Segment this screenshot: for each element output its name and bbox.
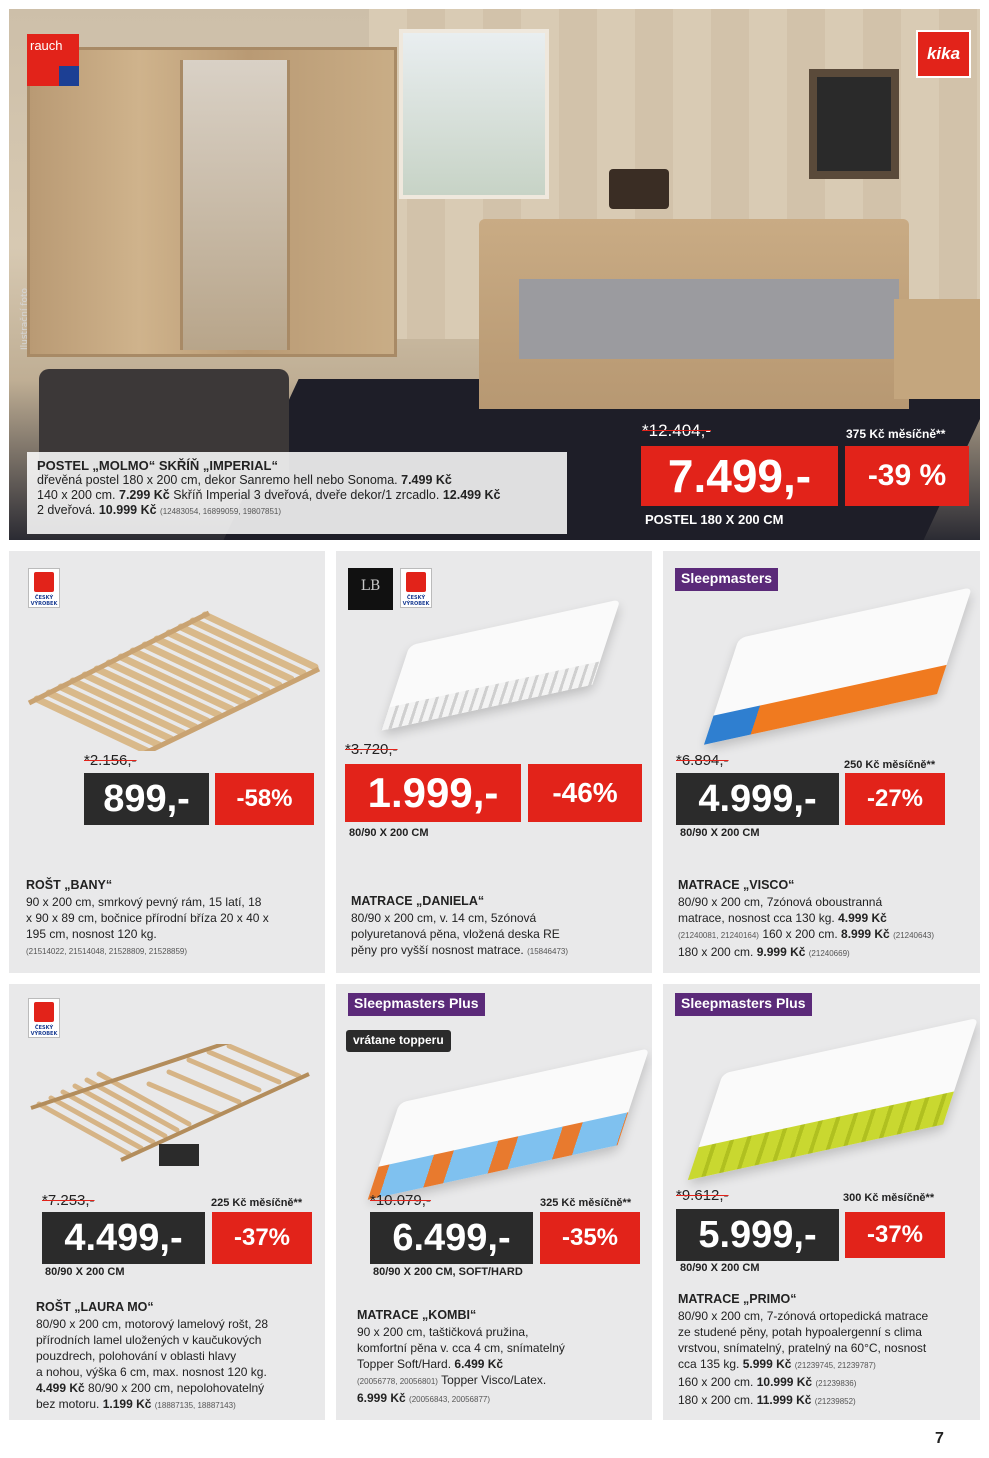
laura-description — [36, 1316, 323, 1414]
bany-title: ROŠT „BANY“ — [26, 878, 113, 892]
primo-description — [678, 1308, 976, 1410]
mattress-edge — [688, 1092, 954, 1181]
hero-desc-line3: 2 dveřová. — [37, 503, 96, 517]
daniela-discount: -46% — [528, 764, 642, 822]
hero-wardrobe-image — [27, 47, 397, 357]
laura-desc-line: 80/90 x 200 cm, motorový lamelový rošt, 28 — [36, 1317, 269, 1331]
primo-desc-line6-price: 11.999 Kč — [756, 1393, 812, 1407]
primo-desc-line5-price: 10.999 Kč — [756, 1375, 813, 1389]
visco-discount: -27% — [845, 773, 945, 825]
kombi-desc-line: komfortní pěna v. cca 4 cm, snímatelný — [357, 1341, 565, 1355]
rauch-logo-square — [59, 66, 79, 86]
laura-codes: (18887135, 18887143) — [154, 1401, 236, 1410]
hero-monthly-price: 375 Kč měsíčně** — [846, 427, 946, 441]
czech-badge-label: ČESKÝ VÝROBEK — [402, 595, 430, 607]
rauch-logo — [27, 34, 79, 86]
daniela-desc-last: pěny pro vyšší nosnost matrace. — [351, 943, 524, 957]
hero-lamp — [609, 169, 669, 209]
rauch-logo-text: rauch — [30, 38, 63, 53]
visco-desc-codes2: (21240643) — [893, 931, 934, 940]
kika-logo — [916, 30, 971, 78]
daniela-desc-line: 80/90 x 200 cm, v. 14 cm, 5zónová — [351, 911, 537, 925]
kombi-desc-line4: Topper Visco/Latex. — [441, 1373, 547, 1387]
kombi-old-price: *10.079,- — [370, 1192, 431, 1209]
visco-description — [678, 894, 976, 962]
daniela-price: 1.999,- — [345, 764, 521, 822]
czech-badge-label: ČESKÝ VÝROBEK — [30, 595, 58, 607]
laura-size: 80/90 X 200 CM — [45, 1266, 125, 1278]
bany-desc-line: 195 cm, nosnost 120 kg. — [26, 927, 157, 941]
hero-price: 7.499,- — [641, 446, 838, 506]
hero-bed-image — [479, 219, 909, 409]
hero-desc-codes: (12483054, 16899059, 19807851) — [160, 507, 282, 516]
primo-codes: (21239745, 21239787) — [794, 1361, 876, 1370]
hero-nightstand — [894, 299, 980, 399]
visco-title: MATRACE „VISCO“ — [678, 878, 795, 892]
primo-mattress-image — [688, 1018, 978, 1180]
motorized-slatted-frame-image — [19, 1044, 319, 1184]
slatted-frame-image — [17, 591, 322, 751]
visco-desc-line4-price: 9.999 Kč — [756, 945, 806, 959]
hero-window — [399, 29, 549, 199]
hero-discount: -39 % — [845, 446, 969, 506]
kika-logo-text: kika — [926, 44, 961, 63]
kombi-price: 6.499,- — [370, 1212, 533, 1264]
visco-desc-line3: 160 x 200 cm. — [762, 927, 838, 941]
daniela-mattress-image — [382, 599, 621, 730]
bany-discount: -58% — [215, 773, 314, 825]
primo-old-price: *9.612,- — [676, 1187, 729, 1204]
primo-desc-line: vrstvou, snímatelný, pratelný na 60°C, nosnost — [678, 1341, 927, 1355]
primo-size: 80/90 X 200 CM — [680, 1262, 760, 1274]
primo-discount: -37% — [845, 1212, 945, 1258]
visco-desc-line4: 180 x 200 cm. — [678, 945, 754, 959]
visco-desc-codes: (21240081, 21240164) — [678, 931, 759, 940]
hero-wall-picture — [809, 69, 899, 179]
laura-title: ROŠT „LAURA MO“ — [36, 1300, 154, 1314]
primo-monthly-price: 300 Kč měsíčně** — [843, 1192, 935, 1204]
primo-desc-line5: 160 x 200 cm. — [678, 1375, 754, 1389]
primo-codes3: (21239852) — [814, 1397, 856, 1406]
page-number: 7 — [935, 1430, 944, 1447]
daniela-desc-line: polyuretanová pěna, vložená deska RE — [351, 927, 560, 941]
daniela-codes: (15846473) — [527, 947, 569, 956]
primo-desc-line6: 180 x 200 cm. — [678, 1393, 754, 1407]
kombi-codes2: (20056843, 20056877) — [409, 1395, 491, 1404]
hero-mirror — [180, 60, 290, 350]
hero-desc-line2b: Skříň Imperial 3 dveřová, dveře dekor/1 zrcadlo. — [173, 488, 440, 502]
sleepmasters-plus-logo: Sleepmasters Plus — [348, 993, 485, 1016]
kombi-title: MATRACE „KOMBI“ — [357, 1308, 477, 1322]
product-card-laura[interactable] — [9, 984, 325, 1420]
product-card-visco[interactable] — [663, 551, 980, 973]
visco-price: 4.999,- — [676, 773, 839, 825]
visco-desc-line2-price: 4.999 Kč — [838, 911, 887, 925]
laura-desc-line: a nohou, výška 6 cm, max. nosnost 120 kg. — [36, 1365, 267, 1379]
laura-desc-line: pouzdrech, polohování v oblasti hlavy — [36, 1349, 237, 1363]
lion-icon — [34, 1002, 54, 1022]
lb-bohemia-logo: LB — [348, 568, 393, 610]
daniela-old-price: *3.720,- — [345, 741, 398, 758]
visco-size: 80/90 X 200 CM — [680, 827, 760, 839]
product-card-kombi[interactable] — [336, 984, 652, 1420]
kombi-desc-line3: Topper Soft/Hard. — [357, 1357, 452, 1371]
lion-icon — [34, 572, 54, 592]
kombi-description — [357, 1324, 647, 1408]
primo-desc-line: 80/90 x 200 cm, 7-zónová ortopedická matrace — [678, 1309, 929, 1323]
visco-desc-line1: 80/90 x 200 cm, 7zónová oboustranná — [678, 895, 883, 909]
laura-desc-line5-price: 4.499 Kč — [36, 1381, 85, 1395]
primo-desc-line4-price: 5.999 Kč — [742, 1357, 792, 1371]
lion-icon — [406, 572, 426, 592]
hero-desc-line2-price: 7.299 Kč — [119, 488, 170, 502]
bany-desc-line: 90 x 200 cm, smrkový pevný rám, 15 latí, 18 — [26, 895, 262, 909]
daniela-description — [351, 910, 647, 960]
primo-desc-line: ze studené pěny, potah hypoalergenní s clima — [678, 1325, 922, 1339]
product-card-bany[interactable] — [9, 551, 325, 973]
laura-desc-line6-price: 1.199 Kč — [102, 1397, 152, 1411]
product-card-primo[interactable] — [663, 984, 980, 1420]
kombi-codes: (20056778, 20056801) — [357, 1377, 438, 1386]
primo-title: MATRACE „PRIMO“ — [678, 1292, 797, 1306]
hero-desc-line2b-price: 12.499 Kč — [442, 488, 501, 502]
daniela-size: 80/90 X 200 CM — [349, 827, 429, 839]
primo-desc-line4: cca 135 kg. — [678, 1357, 740, 1371]
kombi-desc-line5-price: 6.999 Kč — [357, 1391, 406, 1405]
hero-desc-line1-price: 7.499 Kč — [401, 473, 452, 487]
visco-desc-codes3: (21240669) — [808, 949, 850, 958]
bany-description — [26, 894, 318, 960]
including-topper-tag: vrátane topperu — [346, 1030, 451, 1052]
daniela-title: MATRACE „DANIELA“ — [351, 894, 485, 908]
hero-title: POSTEL „MOLMO“ SKŘÍŇ „IMPERIAL“ — [37, 458, 278, 473]
laura-desc-line5: 80/90 x 200 cm, nepolohovatelný — [88, 1381, 265, 1395]
visco-mattress-image — [704, 587, 972, 745]
visco-desc-line2: matrace, nosnost cca 130 kg. — [678, 911, 835, 925]
visco-desc-line3-price: 8.999 Kč — [841, 927, 890, 941]
hero-bed-sheet — [519, 279, 899, 359]
product-card-daniela[interactable] — [336, 551, 652, 973]
bany-codes: (21514022, 21514048, 21528809, 21528859) — [26, 947, 188, 956]
hero-desc-line3-price: 10.999 Kč — [98, 503, 157, 517]
hero-desc-line2: 140 x 200 cm. — [37, 488, 116, 502]
laura-old-price: *7.253,- — [42, 1192, 95, 1209]
bany-price: 899,- — [84, 773, 209, 825]
visco-old-price: *6.894,- — [676, 752, 729, 769]
laura-discount: -37% — [212, 1212, 312, 1264]
mattress-edge — [382, 661, 601, 730]
hero-old-price: *12.404,- — [642, 421, 711, 440]
primo-codes2: (21239836) — [815, 1379, 857, 1388]
illustration-note: Ilustrační foto — [20, 287, 30, 350]
laura-desc-line: přírodních lamel uložených v kaučukových — [36, 1333, 262, 1347]
bany-old-price: *2.156,- — [84, 752, 137, 769]
hero-desc-text — [37, 473, 557, 519]
bany-desc-line: x 90 x 89 cm, bočnice přírodní bříza 20 x 40 x — [26, 911, 269, 925]
hero-size: POSTEL 180 X 200 CM — [645, 512, 784, 527]
laura-monthly-price: 225 Kč měsíčně** — [211, 1197, 303, 1209]
czech-badge-label: ČESKÝ VÝROBEK — [30, 1025, 58, 1037]
laura-desc-line6: bez motoru. — [36, 1397, 100, 1411]
laura-price: 4.499,- — [42, 1212, 205, 1264]
kombi-size: 80/90 X 200 CM, SOFT/HARD — [373, 1266, 523, 1278]
sleepmasters-logo: Sleepmasters — [675, 568, 778, 591]
primo-price: 5.999,- — [676, 1209, 839, 1261]
czech-product-badge — [28, 998, 60, 1038]
kombi-discount: -35% — [540, 1212, 640, 1264]
hero-description — [27, 452, 567, 534]
hero-desc-line1: dřevěná postel 180 x 200 cm, dekor Sanremo hell nebo Sonoma. — [37, 473, 398, 487]
kombi-desc-line: 90 x 200 cm, taštičková pružina, — [357, 1325, 529, 1339]
kombi-monthly-price: 325 Kč měsíčně** — [540, 1197, 632, 1209]
mattress-edge — [704, 665, 947, 745]
kombi-mattress-image — [368, 1048, 650, 1199]
kombi-desc-line3-price: 6.499 Kč — [454, 1357, 504, 1371]
mattress-edge — [368, 1112, 629, 1199]
visco-monthly-price: 250 Kč měsíčně** — [844, 759, 936, 771]
czech-product-badge — [400, 568, 432, 608]
sleepmasters-plus-logo: Sleepmasters Plus — [675, 993, 812, 1016]
